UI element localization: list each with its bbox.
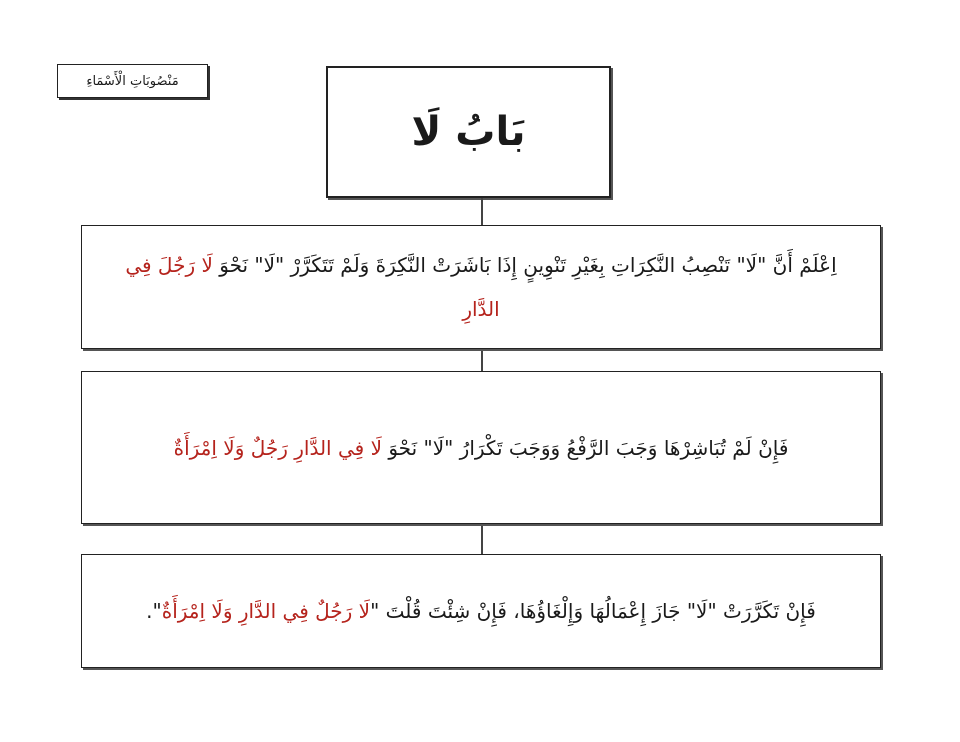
rule-text-3 [146, 589, 816, 633]
rule-example: لَا رَجُلَ فِي الدَّارِ [125, 253, 500, 321]
section-tag-label: مَنْصُوبَاتِ الْأَسْمَاءِ [86, 73, 179, 89]
rule-body: فَإِنْ تَكَرَّرَتْ "لَا" جَازَ إِعْمَالُهَا وَإِلْغَاؤُهَا، فَإِنْ شِئْتَ قُلْتَ " [370, 599, 816, 623]
rule-text-1 [110, 243, 852, 331]
page-title: بَابُ لَا [411, 109, 526, 155]
section-tag [57, 64, 208, 98]
rule-example: لَا رَجُلٌ فِي الدَّارِ وَلَا اِمْرَأَةٌ [161, 599, 371, 623]
rule-text-2 [174, 426, 789, 470]
connector-line-3 [481, 524, 483, 554]
rule-example: لَا فِي الدَّارِ رَجُلٌ وَلَا اِمْرَأَةٌ [173, 435, 382, 460]
connector-line-1 [481, 198, 483, 225]
rule-box-3 [81, 554, 881, 668]
title-box [326, 66, 611, 198]
rule-body: فَإِنْ لَمْ تُبَاشِرْهَا وَجَبَ الرَّفْعُ وَوَجَبَ تَكْرَارُ "لَا" نَحْوَ [381, 435, 789, 460]
connector-line-2 [481, 349, 483, 371]
rule-body: اِعْلَمْ أَنَّ "لَا" تَنْصِبُ النَّكِرَاتِ بِغَيْرِ تَنْوِينٍ إِذَا بَاشَرَتْ النَّكِرَةَ وَلَمْ تَتَكَرَّرْ "لَا" نَحْوَ [212, 253, 837, 277]
rule-tail: ". [146, 599, 162, 623]
rule-box-1 [81, 225, 881, 349]
rule-box-2 [81, 371, 881, 524]
